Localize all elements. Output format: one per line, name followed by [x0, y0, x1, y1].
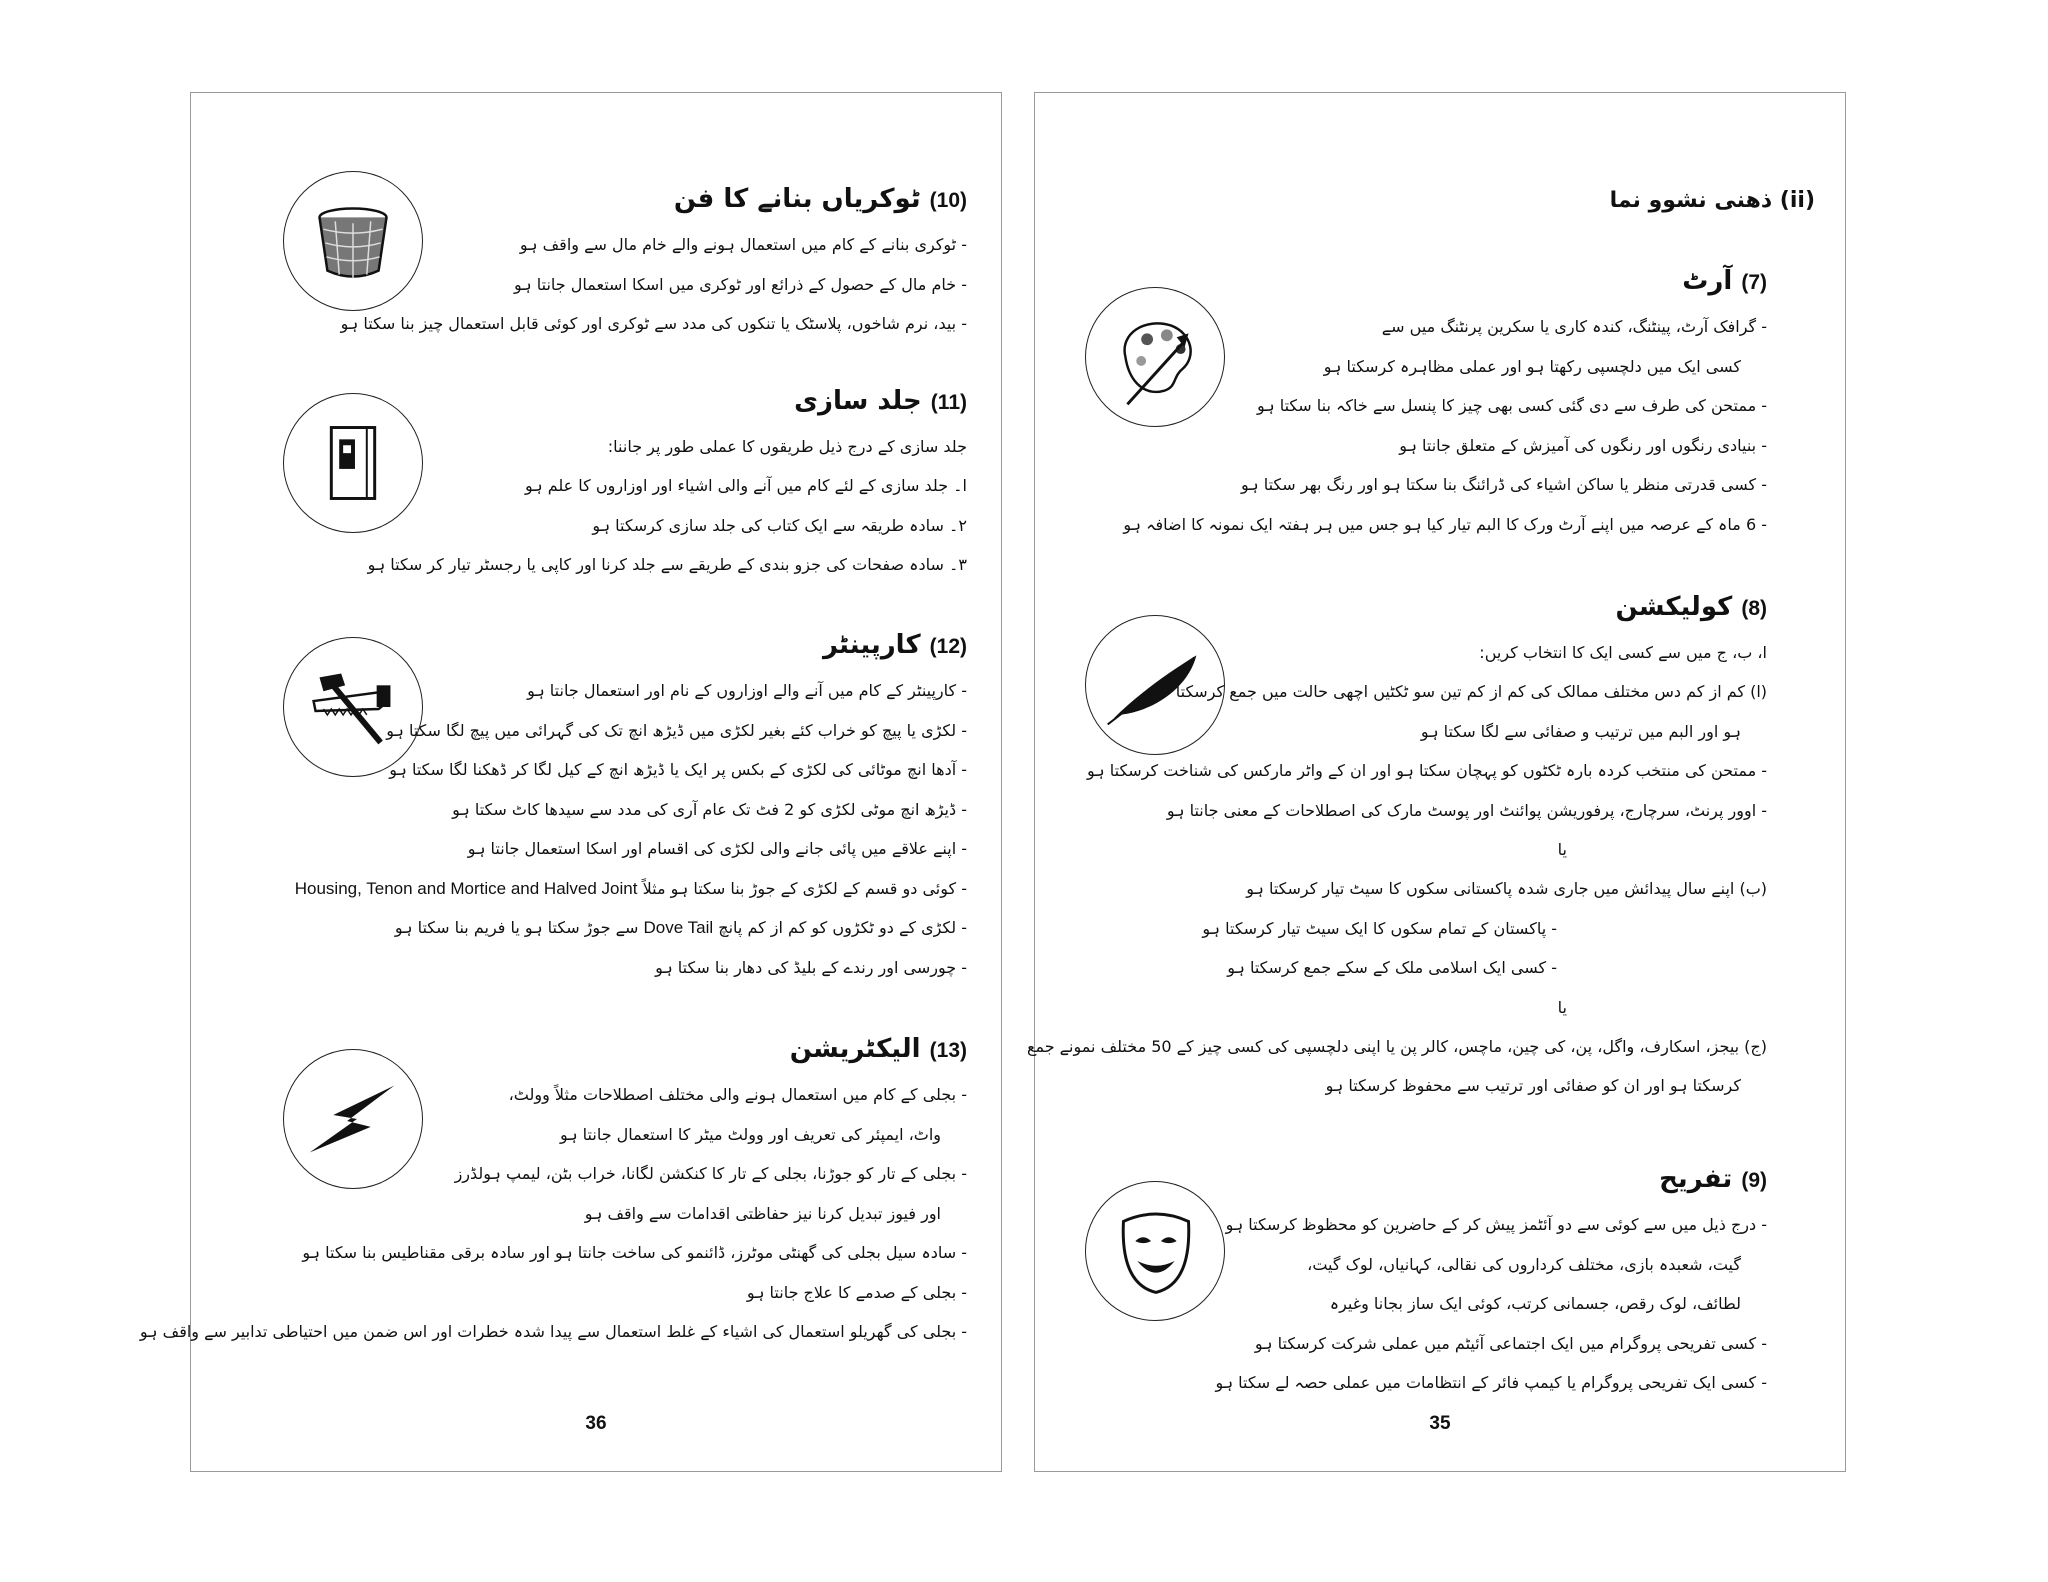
list-item: - اوور پرنٹ، سرچارج، پرفوریشن پوائنٹ اور پوسٹ مارک کی اصطلاحات کے معنی جانتا ہو [987, 791, 1767, 831]
section-number: (10) [929, 189, 967, 212]
page-number: 36 [585, 1413, 607, 1434]
section-heading [227, 629, 967, 663]
page-header-title: (ii) ذھنی نشوو نما [1609, 188, 1815, 213]
section-number: (11) [930, 391, 967, 414]
list-item-continuation: اور فیوز تبدیل کرنا نیز حفاظتی اقدامات سے واقف ہو [584, 1203, 941, 1223]
list-item: - ممتحن کی طرف سے دی گئی کسی بھی چیز کا پنسل سے خاکہ بنا سکتا ہو [1207, 386, 1767, 426]
palette-brush-icon [1085, 287, 1225, 427]
list-item [227, 908, 967, 948]
list-item: - بجلی کی گھریلو استعمال کی اشیاء کے غلط استعمال سے پیدا شدہ خطرات اور اس ضمن میں احتیاطی تدابیر سے واقف ہو [227, 1312, 967, 1352]
list-item: - بجلی کے کام میں استعمال ہونے والی مختلف اصطلاحات مثلاً وولٹ، [227, 1075, 967, 1115]
list-item: - ڈیڑھ انچ موٹی لکڑی کو 2 فٹ تک عام آری کی مدد سے سیدھا کاٹ سکتا ہو [227, 790, 967, 830]
list-item-continuation: لطائف، لوک رقص، جسمانی کرتب، کوئی ایک ساز بجانا وغیرہ [1329, 1294, 1741, 1313]
list-item: - پاکستان کے تمام سکوں کا ایک سیٹ تیار کرسکتا ہو [987, 909, 1767, 949]
list-item: ا۔ جلد سازی کے لئے کام میں آنے والی اشیاء اور اوزاروں کا علم ہو [525, 476, 967, 495]
list-item: - آدھا انچ موٹائی کی لکڑی کے بکس پر ایک یا ڈیڑھ انچ کے کیل لگا کر ڈھکنا لگا سکتا ہو [227, 750, 967, 790]
list-item: - کسی تفریحی پروگرام میں ایک اجتماعی آئیٹم میں عملی شرکت کرسکتا ہو [1207, 1324, 1767, 1364]
list-item: - درج ذیل میں سے کوئی سے دو آئٹمز پیش کر کے حاضرین کو محظوظ کرسکتا ہو [1207, 1205, 1767, 1245]
section-heading [987, 591, 1767, 625]
list-item: - کسی ایک تفریحی پروگرام یا کیمپ فائر کے انتظامات میں عملی حصہ لے سکتا ہو [1207, 1363, 1767, 1403]
list-item: - گرافک آرٹ، پینٹنگ، کندہ کاری یا سکرین پرنٹنگ میں سے [1207, 307, 1767, 347]
section-number: (12) [929, 635, 967, 658]
list-item: (ج) بیجز، اسکارف، واگل، پن، کی چین، ماچس، کالر پن یا اپنی دلچسپی کی کسی چیز کے 50 مختلف نمونے جمع [1026, 1036, 1767, 1056]
list-item: - کسی قدرتی منظر یا ساکن اشیاء کی ڈرائنگ بنا سکتا ہو اور رنگ بھر سکتا ہو [1207, 465, 1767, 505]
list-item-text: سے جوڑ سکتا ہو یا فریم بنا سکتا ہو [394, 918, 639, 937]
list-item-text: کوئی دو قسم کے لکڑی کے جوڑ بنا سکتا ہو مثلاً [642, 878, 957, 898]
section-electrician [139, 1033, 967, 1352]
section-title: ٹوکریاں بنانے کا فن [673, 184, 921, 214]
list-item-continuation: گیت، شعبدہ بازی، مختلف کرداروں کی نقالی، کہانیاں، لوک گیت، [1307, 1254, 1741, 1274]
section-entertainment [1207, 1163, 1767, 1403]
section-title: الیکٹریشن [789, 1034, 921, 1064]
page-number: 35 [1429, 1413, 1451, 1434]
list-item: ۳۔ سادہ صفحات کی جزو بندی کے طریقے سے جلد کرنا اور کاپی یا رجسٹر تیار کر سکتا ہو [367, 555, 967, 574]
or-separator: یا [1557, 840, 1567, 859]
section-title: آرٹ [1682, 266, 1733, 296]
list-item: - چورسی اور رندے کے بلیڈ کی دھار بنا سکتا ہو [227, 948, 967, 988]
section-title: تفریح [1659, 1164, 1733, 1194]
list-item-continuation: ہو اور البم میں ترتیب و صفائی سے لگا سکتا ہو [1420, 721, 1741, 741]
list-item: - بنیادی رنگوں اور رنگوں کی آمیزش کے متعلق جانتا ہو [1207, 426, 1767, 466]
list-item: - بید، نرم شاخوں، پلاسٹک یا تنکوں کی مدد سے ٹوکری اور کوئی قابل استعمال چیز بنا سکتا ہو [367, 304, 967, 344]
list-item-text: لکڑی کے دو ٹکڑوں کو کم از کم پانچ [718, 918, 957, 937]
list-item: - ممتحن کی منتخب کردہ بارہ ٹکٹوں کو پہچان سکتا ہو اور ان کے واٹر مارکس کی شناخت کرسکتا ہو [987, 751, 1767, 791]
page-36 [139, 92, 1002, 1472]
list-item: - 6 ماہ کے عرصہ میں اپنے آرٹ ورک کا البم تیار کیا ہو جس میں ہر ہفتہ ایک نمونہ کا اضافہ ہو [1207, 505, 1767, 545]
section-carpenter [227, 629, 967, 987]
section-number: (9) [1741, 1169, 1767, 1192]
section-title: کولیکشن [1615, 592, 1733, 622]
list-item: - بجلی کے صدمے کا علاج جانتا ہو [227, 1273, 967, 1313]
list-item: - خام مال کے حصول کے ذرائع اور ٹوکری میں اسکا استعمال جانتا ہو [367, 265, 967, 305]
list-item-continuation: کسی ایک میں دلچسپی رکھتا ہو اور عملی مظاہرہ کرسکتا ہو [1323, 356, 1741, 376]
section-number: (13) [929, 1039, 967, 1062]
section-number: (8) [1741, 597, 1767, 620]
list-item: - ٹوکری بنانے کے کام میں استعمال ہونے والے خام مال سے واقف ہو [367, 225, 967, 265]
page-35 [1026, 92, 1846, 1472]
section-title: جلد سازی [794, 386, 922, 416]
list-item: - بجلی کے تار کو جوڑنا، بجلی کے تار کا کنکشن لگانا، خراب بٹن، لیمپ ہولڈرز [227, 1154, 967, 1194]
section-basket-making [340, 183, 967, 344]
section-heading [367, 183, 967, 217]
list-item-continuation: کرسکتا ہو اور ان کو صفائی اور ترتیب سے محفوظ کرسکتا ہو [1325, 1076, 1741, 1095]
section-heading [1207, 265, 1767, 299]
list-item: - کارپینٹر کے کام میں آنے والے اوزاروں کے نام اور استعمال جانتا ہو [227, 671, 967, 711]
section-book-binding [367, 385, 967, 585]
page-header [1610, 185, 1815, 225]
section-heading [227, 1033, 967, 1067]
joint-types-note: Housing, Tenon and Mortice and Halved Joint [294, 878, 638, 898]
list-item: (ب) اپنے سال پیدائش میں جاری شدہ پاکستانی سکوں کا سیٹ تیار کرسکتا ہو [1246, 879, 1767, 898]
theatre-mask-icon [1085, 1181, 1225, 1321]
or-separator: یا [1557, 997, 1567, 1017]
list-item-continuation: واٹ، ایمپئر کی تعریف اور وولٹ میٹر کا استعمال جانتا ہو [559, 1124, 941, 1144]
list-item: - لکڑی یا پیچ کو خراب کئے بغیر لکڑی میں ڈیڑھ انچ تک کی گہرائی میں پیچ لگا سکتا ہو [227, 711, 967, 751]
list-item: (ا) کم از کم دس مختلف ممالک کی کم از کم تین سو ٹکٹیں اچھی حالت میں جمع کرسکتا [1175, 682, 1767, 701]
list-item [227, 869, 967, 909]
section-intro: ا، ب، ج میں سے کسی ایک کا انتخاب کریں: [1479, 643, 1767, 662]
section-intro: جلد سازی کے درج ذیل طریقوں کا عملی طور پر جاننا: [607, 437, 967, 456]
section-heading [1207, 1163, 1767, 1197]
dove-tail-term: Dove Tail [643, 918, 714, 937]
section-number: (7) [1741, 271, 1767, 294]
section-title: کارپینٹر [822, 630, 921, 660]
section-heading [367, 385, 967, 419]
list-item: ۲۔ سادہ طریقہ سے ایک کتاب کی جلد سازی کرسکتا ہو [592, 515, 967, 535]
section-art [1123, 265, 1767, 544]
list-item: - کسی ایک اسلامی ملک کے سکے جمع کرسکتا ہو [987, 948, 1767, 988]
list-item: - سادہ سیل بجلی کی گھنٹی موٹرز، ڈائنمو کی ساخت جانتا ہو اور سادہ برقی مقناطیس بنا سکتا ہو [227, 1233, 967, 1273]
section-collection [987, 591, 1767, 1106]
list-item: - اپنے علاقے میں پائی جانے والی لکڑی کی اقسام اور اسکا استعمال جانتا ہو [227, 829, 967, 869]
